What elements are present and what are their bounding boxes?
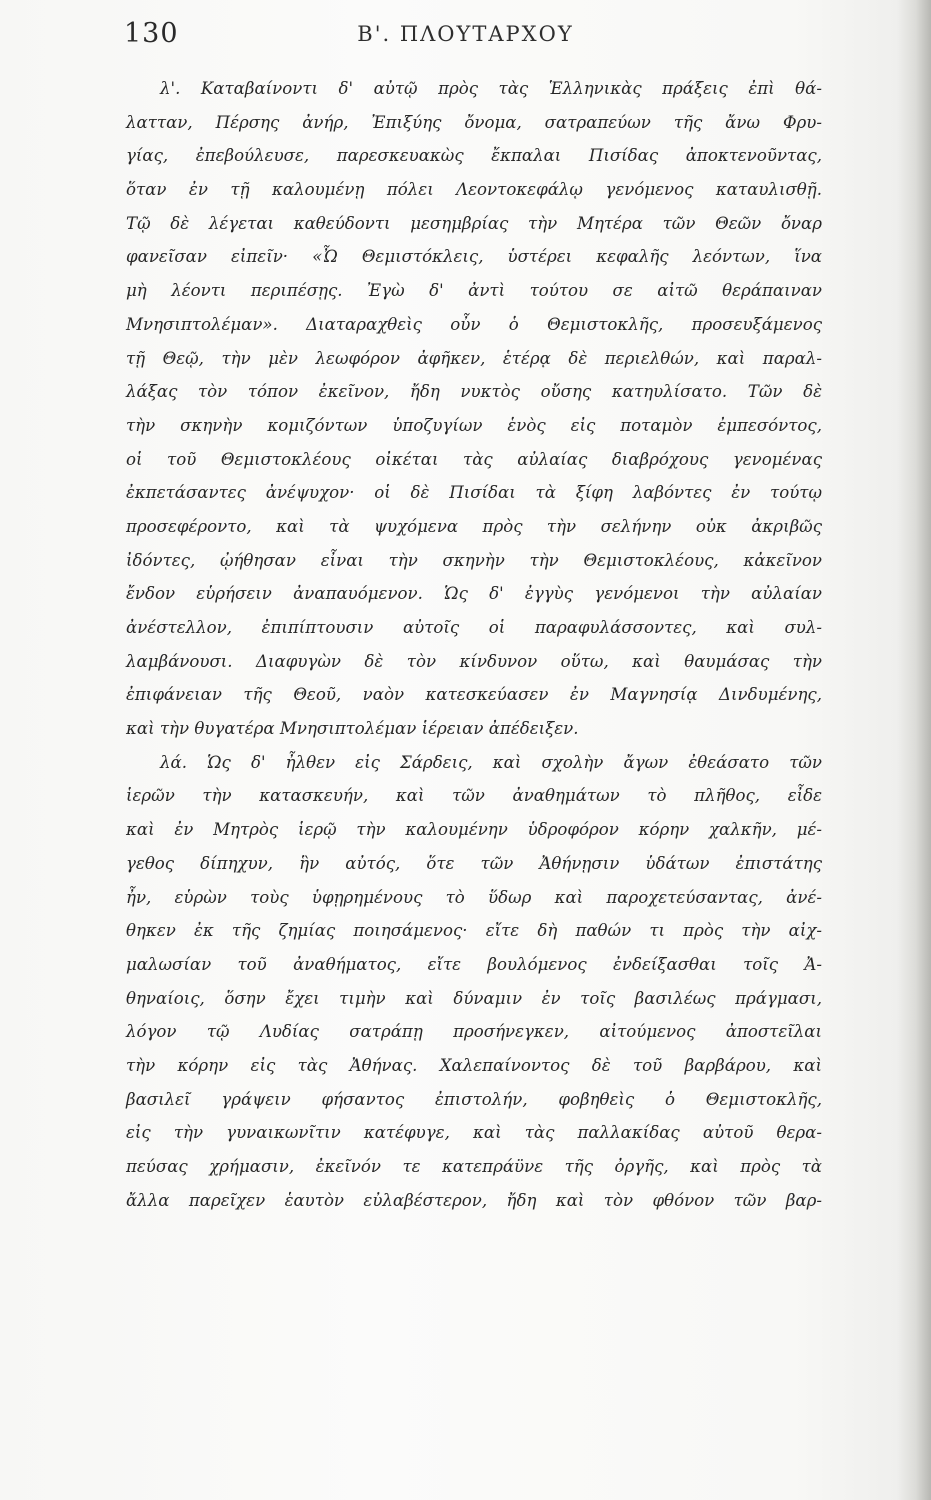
text-line: θηκεν ἐκ τῆς ζημίας ποιησάμενος· εἴτε δὴ παθών τι πρὸς τὴν αἰχ- xyxy=(126,921,822,941)
text-line: καὶ ἐν Μητρὸς ἱερῷ τὴν καλουμένην ὑδροφόρον κόρην χαλκῆν, μέ- xyxy=(126,820,822,840)
page-number: 130 xyxy=(124,18,179,49)
text-line: λ'. Καταβαίνοντι δ' αὐτῷ πρὸς τὰς Ἑλληνικὰς πράξεις ἐπὶ θά- xyxy=(160,79,822,98)
text-line: ἐπιφάνειαν τῆς Θεοῦ, ναὸν κατεσκεύασεν ἐν Μαγνησίᾳ Δινδυμένης, xyxy=(126,685,822,705)
text-line: λάξας τὸν τόπον ἐκεῖνον, ἤδη νυκτὸς οὔσης κατηυλίσατο. Τῶν δὲ xyxy=(126,382,822,402)
text-line: οἱ τοῦ Θεμιστοκλέους οἰκέται τὰς αὐλαίας διαβρόχους γενομένας xyxy=(126,449,822,469)
text-line: λά. Ὡς δ' ἦλθεν εἰς Σάρδεις, καὶ σχολὴν ἄγων ἐθεάσατο τῶν xyxy=(160,752,822,772)
text-line: τὴν σκηνὴν κομιζόντων ὑποζυγίων ἑνὸς εἰς ποταμὸν ἐμπεσόντος, xyxy=(126,415,822,435)
text-line: ἄλλα παρεῖχεν ἑαυτὸν εὐλαβέστερον, ἤδη καὶ τὸν φθόνον τῶν βαρ- xyxy=(126,1190,822,1210)
text-line: ἐκπετάσαντες ἀνέψυχον· οἱ δὲ Πισίδαι τὰ ξίφη λαβόντες ἐν τούτῳ xyxy=(126,483,822,503)
text-line: ἀνέστελλον, ἐπιπίπτουσιν αὐτοῖς οἱ παραφυλάσσοντες, καὶ συλ- xyxy=(126,618,822,637)
text-line: μὴ λέοντι περιπέσῃς. Ἐγὼ δ' ἀντὶ τούτου σε αἰτῶ θεράπαιναν xyxy=(126,281,822,301)
text-line: Τῷ δὲ λέγεται καθεύδοντι μεσημβρίας τὴν Μητέρα τῶν Θεῶν ὄναρ xyxy=(126,213,822,233)
text-line: πεύσας χρήμασιν, ἐκεῖνόν τε κατεπράϋνε τῆς ὀργῆς, καὶ πρὸς τὰ xyxy=(126,1157,822,1176)
text-line: γεθος δίπηχυν, ἣν αὐτός, ὅτε τῶν Ἀθήνῃσιν ὑδάτων ἐπιστάτης xyxy=(126,853,822,873)
text-line: προσεφέροντο, καὶ τὰ ψυχόμενα πρὸς τὴν σελήνην οὐκ ἀκριβῶς xyxy=(126,516,822,536)
running-title: Β'. ΠΛΟΥΤΑΡΧΟΥ xyxy=(357,22,574,46)
text-line: βασιλεῖ γράψειν φήσαντος ἐπιστολήν, φοβηθεὶς ὁ Θεμιστοκλῆς, xyxy=(126,1089,822,1109)
text-line: γίας, ἐπεβούλευσε, παρεσκευακὼς ἔκπαλαι Πισίδας ἀποκτενοῦντας, xyxy=(126,146,822,166)
text-line: λαμβάνουσι. Διαφυγὼν δὲ τὸν κίνδυνον οὕτω, καὶ θαυμάσας τὴν xyxy=(126,651,822,671)
text-line: ὅταν ἐν τῇ καλουμένῃ πόλει Λεοντοκεφάλῳ γενόμενος καταυλισθῇ. xyxy=(126,180,822,200)
text-line: καὶ τὴν θυγατέρα Μνησιπτολέμαν ἱέρειαν ἀπέδειξεν. xyxy=(126,719,579,739)
text-line: λατταν, Πέρσης ἀνήρ, Ἐπιξύης ὄνομα, σατραπεύων τῆς ἄνω Φρυ- xyxy=(126,112,822,132)
text-line: εἰς τὴν γυναικωνῖτιν κατέφυγε, καὶ τὰς παλλακίδας αὐτοῦ θερα- xyxy=(126,1123,822,1143)
text-line: θηναίοις, ὅσην ἔχει τιμὴν καὶ δύναμιν ἐν τοῖς βασιλέως πράγμασι, xyxy=(126,988,822,1008)
text-line: Μνησιπτολέμαν». Διαταραχθεὶς οὖν ὁ Θεμιστοκλῆς, προσευξάμενος xyxy=(126,314,822,334)
text-line: λόγον τῷ Λυδίας σατράπῃ προσήνεγκεν, αἰτούμενος ἀποστεῖλαι xyxy=(126,1022,822,1042)
text-line: ἔνδον εὑρήσειν ἀναπαυόμενον. Ὡς δ' ἐγγὺς γενόμενοι τὴν αὐλαίαν xyxy=(126,584,822,604)
body-text xyxy=(126,72,822,1217)
text-line: ἰδόντες, ᾠήθησαν εἶναι τὴν σκηνὴν τὴν Θεμιστοκλέους, κἀκεῖνον xyxy=(126,550,822,570)
text-line: φανεῖσαν εἰπεῖν· «Ὦ Θεμιστόκλεις, ὑστέρει κεφαλῆς λεόντων, ἵνα xyxy=(126,247,822,267)
text-line: τὴν κόρην εἰς τὰς Ἀθήνας. Χαλεπαίνοντος δὲ τοῦ βαρβάρου, καὶ xyxy=(126,1055,822,1075)
text-line: τῇ Θεῷ, τὴν μὲν λεωφόρον ἀφῆκεν, ἑτέρᾳ δὲ περιελθών, καὶ παραλ- xyxy=(126,348,822,368)
page-gutter-shadow xyxy=(897,0,931,1500)
text-line: ἱερῶν τὴν κατασκευήν, καὶ τῶν ἀναθημάτων τὸ πλῆθος, εἶδε xyxy=(126,786,822,806)
text-line: ἦν, εὑρὼν τοὺς ὑφῃρημένους τὸ ὕδωρ καὶ παροχετεύσαντας, ἀνέ- xyxy=(126,887,822,907)
text-line: μαλωσίαν τοῦ ἀναθήματος, εἴτε βουλόμενος ἐνδείξασθαι τοῖς Ἀ- xyxy=(126,954,822,974)
